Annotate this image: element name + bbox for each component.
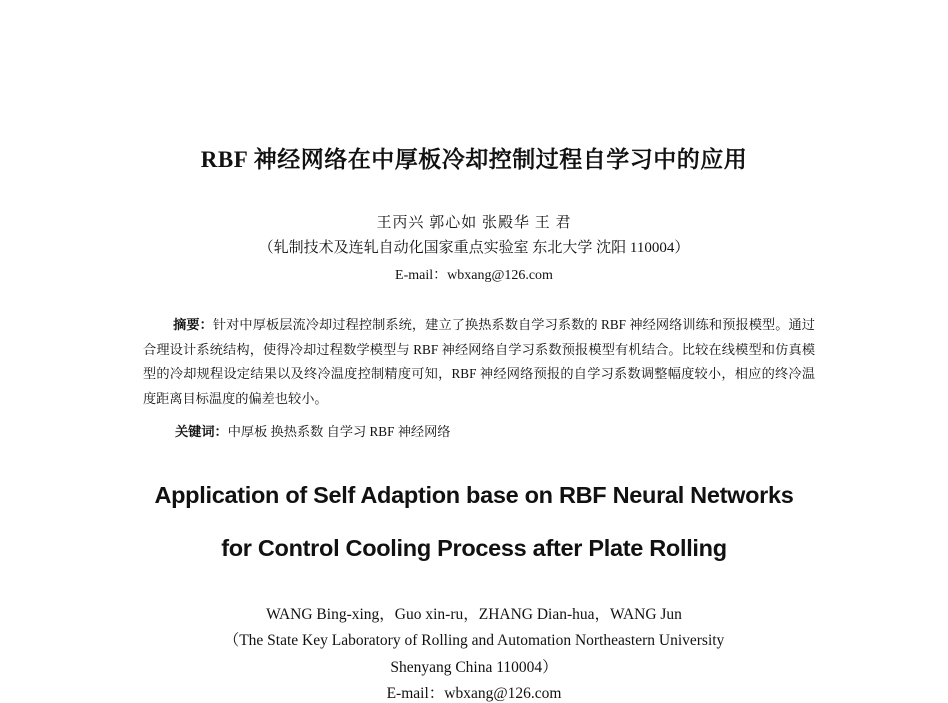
- english-title-line-2: for Control Cooling Process after Plate Rolling: [221, 535, 727, 561]
- chinese-abstract: [143, 313, 815, 411]
- keywords-text: 中厚板 换热系数 自学习 RBF 神经网络: [227, 424, 451, 439]
- keywords-label: 关键词：: [175, 424, 228, 439]
- abstract-text: 针对中厚板层流冷却过程控制系统，建立了换热系数自学习系数的 RBF 神经网络训练和预报模型。通过合理设计系统结构，使得冷却过程数学模型与 RBF 神经网络自学习系数预报模型有机结合。比较在线模型和仿真模型的冷却规程设定结果以及终冷温度控制精度可知，RBF 神经网络预报的自学习系数调整幅度较小，相应的终冷温度距离目标温度的偏差也较小。: [143, 317, 815, 406]
- english-authors: WANG Bing-xing，Guo xin-ru，ZHANG Dian-hua，WANG Jun: [266, 606, 682, 623]
- chinese-title: RBF 神经网络在中厚板冷却控制过程自学习中的应用: [200, 147, 748, 172]
- english-title-line-1: Application of Self Adaption base on RBF Neural Networks: [154, 482, 794, 508]
- english-city: Shenyang China 110004）: [390, 659, 558, 676]
- abstract-label: 摘要：: [173, 317, 213, 332]
- chinese-authors: 王丙兴 郭心如 张殿华 王 君: [376, 215, 572, 231]
- english-affiliation: （The State Key Laboratory of Rolling and Automation Northeastern University: [223, 632, 725, 649]
- english-email: E-mail：wbxang@126.com: [386, 685, 562, 702]
- chinese-keywords: [175, 422, 815, 442]
- chinese-affiliation: （轧制技术及连轧自动化国家重点实验室 东北大学 沈阳 110004）: [258, 240, 690, 256]
- chinese-email: E-mail：wbxang@126.com: [395, 268, 553, 283]
